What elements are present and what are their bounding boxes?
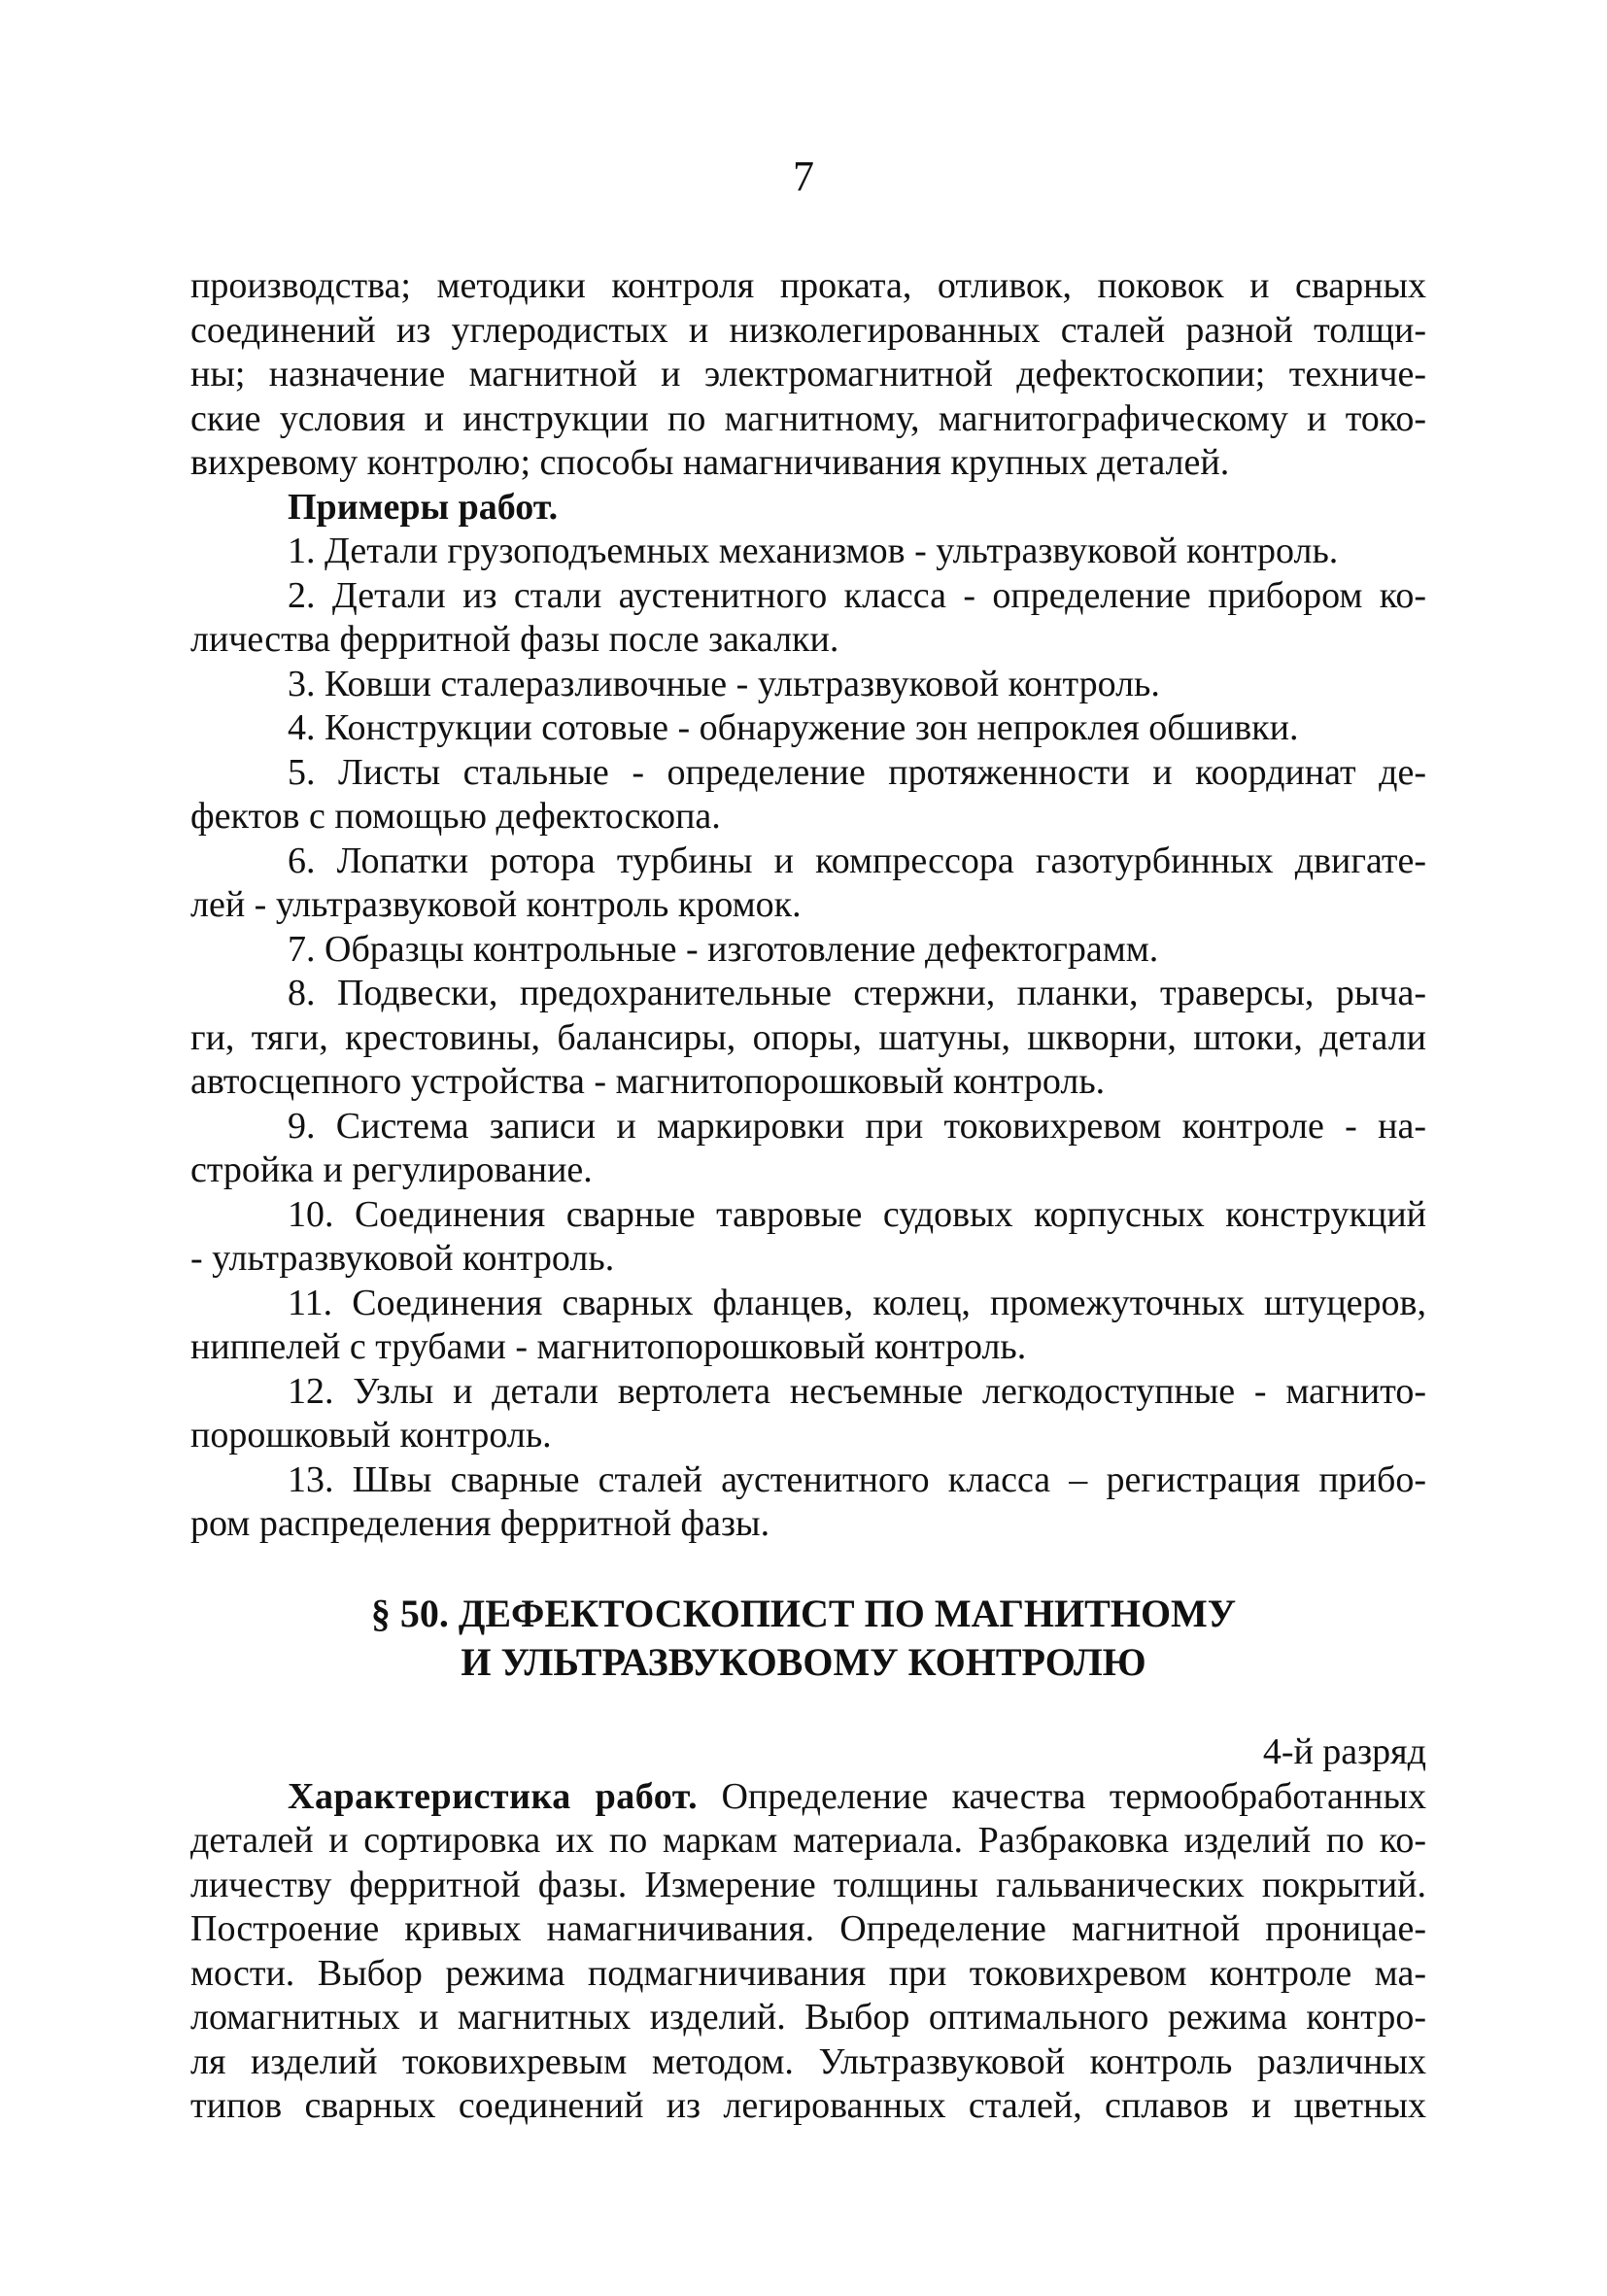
example-item-cont: автосцепного устройства - магнитопорошковый контроль. — [190, 1061, 1106, 1102]
characteristics-first-line-text: Определение качества термообработанных — [698, 1775, 1427, 1817]
characteristics-line: типов сварных соединений из легированных сталей, сплавов и цветных — [190, 2085, 1426, 2126]
characteristics-first-line — [190, 1775, 1426, 1820]
characteristics-line: мости. Выбор режима подмагничивания при токовихревом контроле ма- — [190, 1952, 1426, 1994]
section-title-line-2: И УЛЬТРАЗВУКОВОМУ КОНТРОЛЮ — [461, 1640, 1146, 1684]
intro-line: производства; методики контроля проката, отливок, поковок и сварных — [190, 265, 1426, 306]
example-item-cont: стройка и регулирование. — [190, 1149, 593, 1190]
example-item: 4. Конструкции сотовые - обнаружение зон непроклея обшивки. — [288, 707, 1299, 748]
example-item: 11. Соединения сварных фланцев, колец, промежуточных штуцеров, — [288, 1282, 1426, 1323]
intro-line: соединений из углеродистых и низколегированных сталей разной толщи- — [190, 309, 1426, 351]
characteristics-label: Характеристика работ. — [288, 1775, 699, 1817]
characteristics-line: ломагнитных и магнитных изделий. Выбор оптимального режима контро- — [190, 1997, 1426, 2038]
intro-line: вихревому контролю; способы намагничивания крупных деталей. — [190, 442, 1230, 483]
example-item: 13. Швы сварные сталей аустенитного класса – регистрация прибо- — [288, 1458, 1426, 1500]
characteristics-line: личеству ферритной фазы. Измерение толщины гальванических покрытий. — [190, 1864, 1426, 1905]
characteristics-line: ля изделий токовихревым методом. Ультразвуковой контроль различных — [190, 2040, 1426, 2082]
example-item-cont: ром распределения ферритной фазы. — [190, 1503, 770, 1544]
characteristics-line: Построение кривых намагничивания. Определение магнитной проницае- — [190, 1908, 1426, 1949]
grade-label: 4-й разряд — [1262, 1731, 1426, 1772]
example-item: 12. Узлы и детали вертолета несъемные легкодоступные - магнито- — [288, 1370, 1426, 1412]
example-item: 6. Лопатки ротора турбины и компрессора газотурбинных двигате- — [288, 840, 1426, 881]
example-item: 7. Образцы контрольные - изготовление дефектограмм. — [288, 928, 1159, 970]
example-item: 5. Листы стальные - определение протяженности и координат де- — [288, 751, 1426, 793]
section-heading — [0, 1590, 1607, 1687]
intro-line: ны; назначение магнитной и электромагнитной дефектоскопии; техниче- — [190, 354, 1426, 394]
example-item: 3. Ковши сталеразливочные - ультразвуковой контроль. — [288, 663, 1160, 704]
example-item: 10. Соединения сварные тавровые судовых корпусных конструкций — [288, 1193, 1426, 1235]
example-item-cont: лей - ультразвуковой контроль кромок. — [190, 884, 802, 925]
example-item: 8. Подвески, предохранительные стержни, планки, траверсы, рыча- — [288, 973, 1426, 1013]
example-item-cont: личества ферритной фазы после закалки. — [190, 619, 839, 660]
characteristics-line: деталей и сортировка их по маркам материала. Разбраковка изделий по ко- — [190, 1820, 1426, 1861]
example-item: 1. Детали грузоподъемных механизмов - ультразвуковой контроль. — [288, 531, 1339, 571]
example-item-cont: ги, тяги, крестовины, балансиры, опоры, шатуны, шкворни, штоки, детали — [190, 1016, 1426, 1058]
example-item-cont: порошковый контроль. — [190, 1415, 552, 1456]
examples-heading: Примеры работ. — [288, 486, 559, 528]
example-item-cont: - ультразвуковой контроль. — [190, 1238, 615, 1279]
section-title-line-1: § 50. ДЕФЕКТОСКОПИСТ ПО МАГНИТНОМУ — [370, 1592, 1237, 1635]
body-text-bottom — [190, 1731, 1426, 2129]
example-item: 2. Детали из стали аустенитного класса - определение прибором ко- — [288, 574, 1426, 616]
example-item: 9. Система записи и маркировки при токовихревом контроле - на- — [288, 1105, 1426, 1147]
body-text-top — [190, 264, 1426, 1547]
example-item-cont: фектов с помощью дефектоскопа. — [190, 796, 721, 837]
page-number: 7 — [793, 153, 814, 200]
intro-line: ские условия и инструкции по магнитному, магнитографическому и токо- — [190, 397, 1426, 439]
example-item-cont: ниппелей с трубами - магнитопорошковый контроль. — [190, 1326, 1027, 1367]
